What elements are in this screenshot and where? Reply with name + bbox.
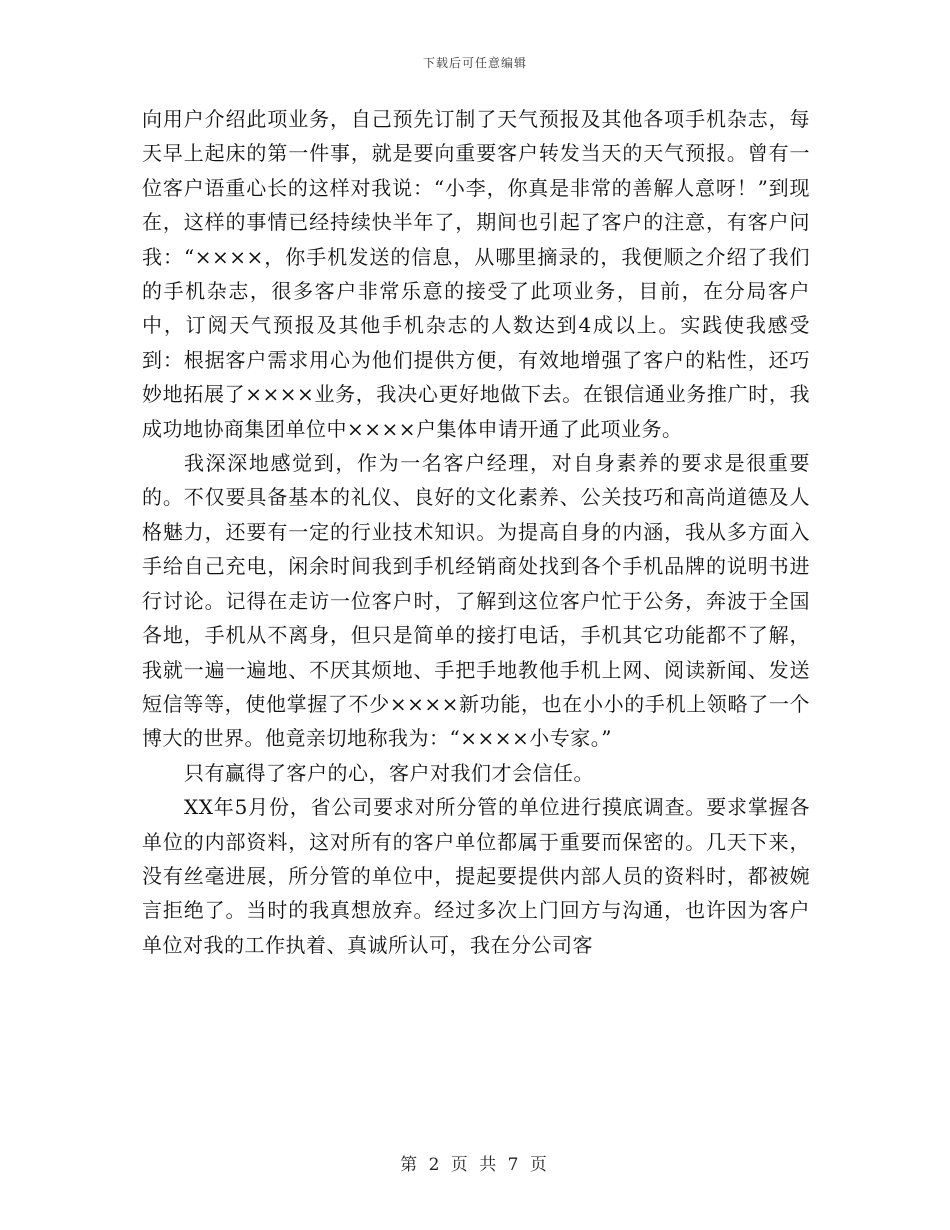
paragraph-3: 只有赢得了客户的心，客户对我们才会信任。 xyxy=(184,760,594,785)
document-body xyxy=(142,102,810,962)
paragraph-1: 向用户介绍此项业务，自己预先订制了天气预报及其他各项手机杂志，每天早上起床的第一件事，就是要向重要客户转发当天的天气预报。曾有一位客户语重心长的这样对我说：“小李，你真是非常的善解人意呀！”到现在，这样的事情已经持续快半年了，期间也引起了客户的注意，有客户问我：“××××，你手机发送的信息，从哪里摘录的，我便顺之介绍了我们的手机杂志，很多客户非常乐意的接受了此项业务，目前，在分局客户中，订阅天气预报及其他手机杂志的人数达到4成以上。实践使我感受到：根据客户需求用心为他们提供方便，有效地增强了客户的粘性，还巧妙地拓展了××××业务，我决心更好地做下去。在银信通业务推广时，我成功地协商集团单位中××××户集体申请开通了此项业务。 xyxy=(142,107,810,441)
page-number: 第 2 页 共 7 页 xyxy=(400,1155,550,1175)
page-header-note: 下载后可任意编辑 xyxy=(422,56,527,70)
paragraph-4: XX年5月份，省公司要求对所分管的单位进行摸底调查。要求掌握各单位的内部资料，这对所有的客户单位都属于重要而保密的。几天下来，没有丝毫进展，所分管的单位中，提起要提供内部人员的资料时，都被婉言拒绝了。当时的我真想放弃。经过多次上门回方与沟通，也许因为客户单位对我的工作执着、真诚所认可，我在分公司客 xyxy=(142,795,810,957)
paragraph-2: 我深深地感觉到，作为一名客户经理，对自身素养的要求是很重要的。不仅要具备基本的礼仪、良好的文化素养、公关技巧和高尚道德及人格魅力，还要有一定的行业技术知识。为提高自身的内涵，我从多方面入手给自己充电，闲余时间我到手机经销商处找到各个手机品牌的说明书进行讨论。记得在走访一位客户时，了解到这位客户忙于公务，奔波于全国各地，手机从不离身，但只是简单的接打电话，手机其它功能都不了解，我就一遍一遍地、不厌其烦地、手把手地教他手机上网、阅读新闻、发送短信等等，使他掌握了不少××××新功能，也在小小的手机上领略了一个博大的世界。他竟亲切地称我为：“××××小专家。” xyxy=(142,451,810,751)
